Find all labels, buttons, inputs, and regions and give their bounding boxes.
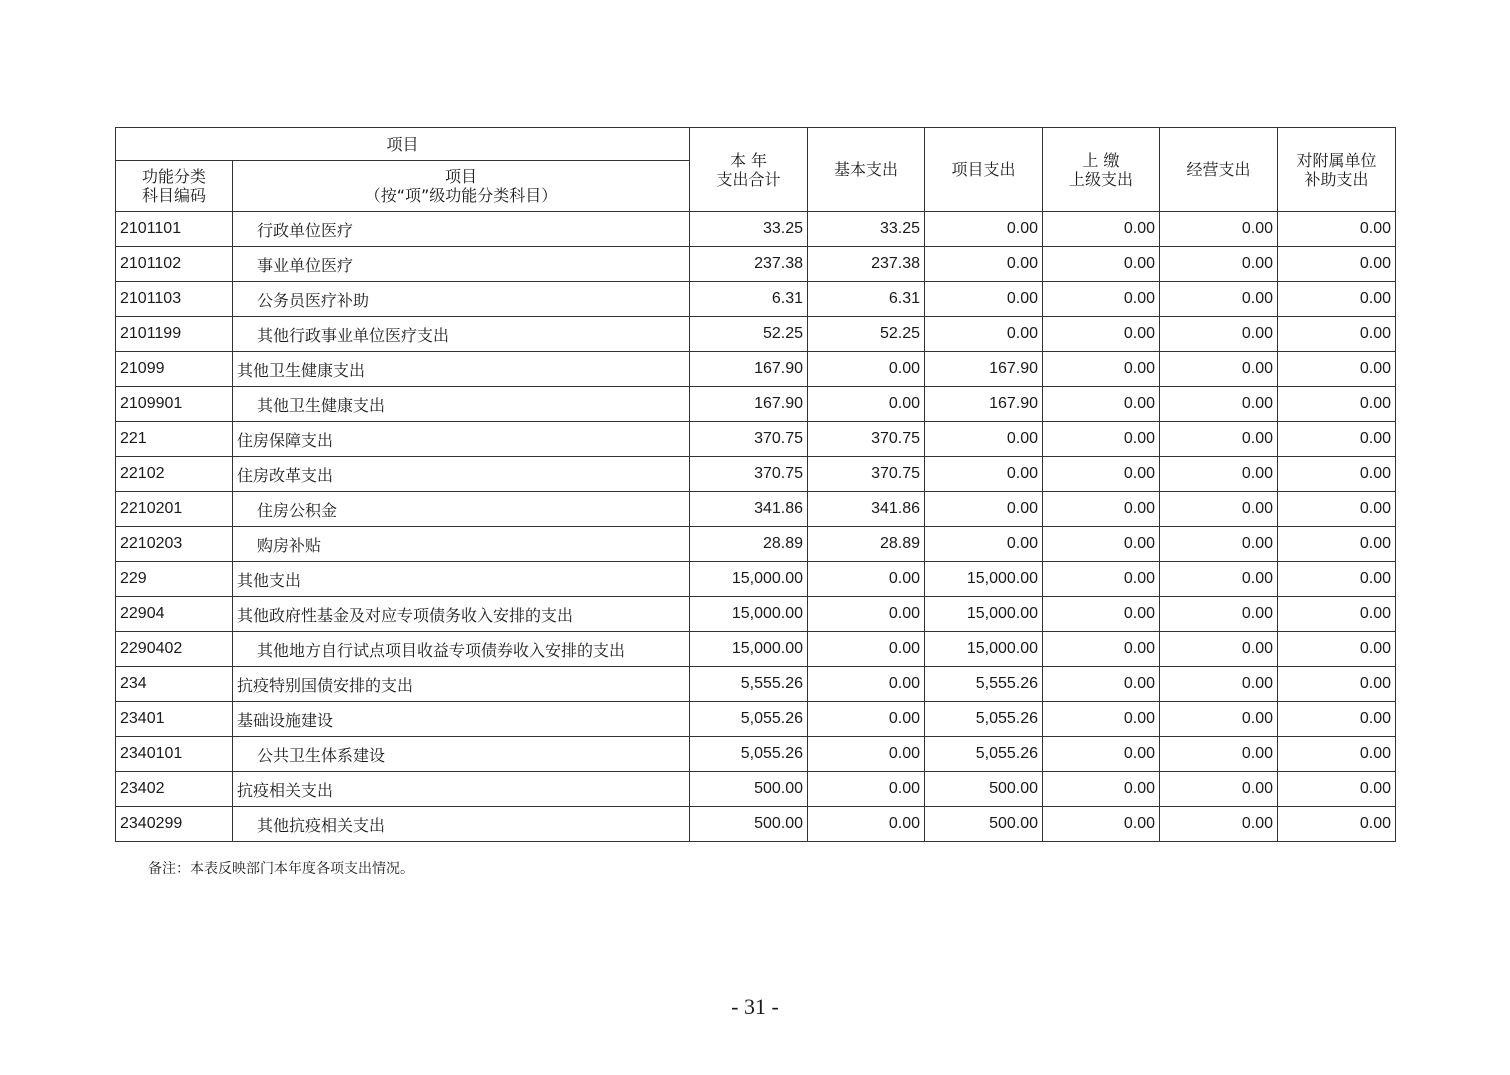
cell-name: 公共卫生体系建设 [233,737,690,772]
cell-total: 167.90 [690,352,808,387]
cell-subsidy: 0.00 [1278,597,1396,632]
cell-name: 基础设施建设 [233,702,690,737]
cell-code: 221 [116,422,233,457]
expenditure-table [115,127,1396,842]
cell-project: 500.00 [925,772,1043,807]
cell-subsidy: 0.00 [1278,422,1396,457]
cell-name: 住房公积金 [233,492,690,527]
cell-subsidy: 0.00 [1278,352,1396,387]
cell-basic: 0.00 [808,352,925,387]
cell-code: 2109901 [116,387,233,422]
cell-name: 其他抗疫相关支出 [233,807,690,842]
cell-total: 6.31 [690,282,808,317]
cell-upper: 0.00 [1043,597,1160,632]
cell-code: 2210203 [116,527,233,562]
cell-name: 其他卫生健康支出 [233,387,690,422]
cell-project: 0.00 [925,492,1043,527]
cell-business: 0.00 [1160,317,1278,352]
cell-name: 购房补贴 [233,527,690,562]
cell-code: 2210201 [116,492,233,527]
cell-upper: 0.00 [1043,807,1160,842]
cell-upper: 0.00 [1043,282,1160,317]
cell-code: 23402 [116,772,233,807]
cell-subsidy: 0.00 [1278,282,1396,317]
cell-code: 229 [116,562,233,597]
table-row [116,667,1396,702]
header-item-group: 项目 [116,128,690,161]
cell-total: 15,000.00 [690,632,808,667]
cell-name: 抗疫相关支出 [233,772,690,807]
header-row-top [116,128,1396,161]
cell-total: 167.90 [690,387,808,422]
cell-basic: 6.31 [808,282,925,317]
cell-business: 0.00 [1160,212,1278,247]
table-body [116,212,1396,842]
table-row [116,527,1396,562]
cell-subsidy: 0.00 [1278,212,1396,247]
cell-code: 2101101 [116,212,233,247]
cell-code: 2290402 [116,632,233,667]
table-row [116,457,1396,492]
cell-project: 0.00 [925,317,1043,352]
cell-subsidy: 0.00 [1278,702,1396,737]
table-row [116,702,1396,737]
cell-name: 其他地方自行试点项目收益专项债券收入安排的支出 [233,632,690,667]
cell-business: 0.00 [1160,352,1278,387]
table-row [116,772,1396,807]
cell-upper: 0.00 [1043,247,1160,282]
table-row [116,247,1396,282]
cell-basic: 0.00 [808,667,925,702]
cell-project: 5,055.26 [925,702,1043,737]
cell-subsidy: 0.00 [1278,667,1396,702]
cell-basic: 0.00 [808,807,925,842]
cell-subsidy: 0.00 [1278,527,1396,562]
cell-project: 0.00 [925,212,1043,247]
cell-project: 500.00 [925,807,1043,842]
cell-business: 0.00 [1160,772,1278,807]
cell-upper: 0.00 [1043,562,1160,597]
cell-basic: 0.00 [808,597,925,632]
cell-code: 2101199 [116,317,233,352]
cell-basic: 0.00 [808,772,925,807]
cell-total: 5,055.26 [690,737,808,772]
cell-code: 2101103 [116,282,233,317]
cell-name: 住房保障支出 [233,422,690,457]
header-upper: 上 缴 上级支出 [1043,128,1160,212]
cell-business: 0.00 [1160,807,1278,842]
cell-code: 234 [116,667,233,702]
cell-subsidy: 0.00 [1278,632,1396,667]
cell-code: 22904 [116,597,233,632]
page-number: - 31 - [731,994,779,1019]
cell-basic: 0.00 [808,702,925,737]
cell-total: 33.25 [690,212,808,247]
table-row [116,422,1396,457]
cell-code: 2101102 [116,247,233,282]
table-row [116,212,1396,247]
cell-name: 其他支出 [233,562,690,597]
cell-code: 21099 [116,352,233,387]
cell-project: 0.00 [925,527,1043,562]
cell-subsidy: 0.00 [1278,457,1396,492]
cell-upper: 0.00 [1043,387,1160,422]
cell-upper: 0.00 [1043,702,1160,737]
cell-total: 5,055.26 [690,702,808,737]
cell-basic: 28.89 [808,527,925,562]
cell-subsidy: 0.00 [1278,772,1396,807]
cell-project: 0.00 [925,282,1043,317]
cell-basic: 237.38 [808,247,925,282]
cell-name: 其他卫生健康支出 [233,352,690,387]
table-row [116,317,1396,352]
cell-project: 0.00 [925,457,1043,492]
cell-total: 500.00 [690,772,808,807]
cell-upper: 0.00 [1043,457,1160,492]
cell-business: 0.00 [1160,527,1278,562]
cell-code: 22102 [116,457,233,492]
cell-project: 167.90 [925,352,1043,387]
cell-name: 抗疫特别国债安排的支出 [233,667,690,702]
cell-upper: 0.00 [1043,772,1160,807]
cell-total: 28.89 [690,527,808,562]
cell-upper: 0.00 [1043,212,1160,247]
cell-subsidy: 0.00 [1278,807,1396,842]
cell-project: 167.90 [925,387,1043,422]
cell-basic: 370.75 [808,422,925,457]
cell-upper: 0.00 [1043,352,1160,387]
cell-upper: 0.00 [1043,317,1160,352]
cell-total: 237.38 [690,247,808,282]
cell-name: 其他政府性基金及对应专项债务收入安排的支出 [233,597,690,632]
cell-name: 公务员医疗补助 [233,282,690,317]
cell-business: 0.00 [1160,282,1278,317]
cell-total: 5,555.26 [690,667,808,702]
header-name: 项目 （按“项”级功能分类科目） [233,161,690,212]
cell-code: 2340101 [116,737,233,772]
table-row [116,807,1396,842]
cell-total: 15,000.00 [690,597,808,632]
cell-project: 0.00 [925,247,1043,282]
cell-business: 0.00 [1160,702,1278,737]
cell-basic: 0.00 [808,737,925,772]
header-project: 项目支出 [925,128,1043,212]
cell-subsidy: 0.00 [1278,737,1396,772]
table-row [116,492,1396,527]
header-code: 功能分类 科目编码 [116,161,233,212]
cell-code: 2340299 [116,807,233,842]
table-row [116,352,1396,387]
cell-business: 0.00 [1160,632,1278,667]
cell-upper: 0.00 [1043,527,1160,562]
cell-name: 事业单位医疗 [233,247,690,282]
cell-upper: 0.00 [1043,632,1160,667]
cell-project: 15,000.00 [925,562,1043,597]
cell-project: 5,555.26 [925,667,1043,702]
cell-subsidy: 0.00 [1278,492,1396,527]
cell-total: 341.86 [690,492,808,527]
table-row [116,737,1396,772]
cell-subsidy: 0.00 [1278,247,1396,282]
cell-total: 370.75 [690,457,808,492]
cell-total: 370.75 [690,422,808,457]
cell-subsidy: 0.00 [1278,562,1396,597]
cell-business: 0.00 [1160,247,1278,282]
cell-project: 0.00 [925,422,1043,457]
cell-name: 行政单位医疗 [233,212,690,247]
cell-business: 0.00 [1160,562,1278,597]
table-row [116,632,1396,667]
table-row [116,562,1396,597]
cell-code: 23401 [116,702,233,737]
cell-project: 15,000.00 [925,597,1043,632]
table-row [116,282,1396,317]
cell-business: 0.00 [1160,457,1278,492]
cell-subsidy: 0.00 [1278,387,1396,422]
header-subsidy: 对附属单位 补助支出 [1278,128,1396,212]
cell-basic: 0.00 [808,632,925,667]
table-note: 备注：本表反映部门本年度各项支出情况。 [148,861,414,877]
cell-upper: 0.00 [1043,737,1160,772]
cell-upper: 0.00 [1043,422,1160,457]
cell-total: 52.25 [690,317,808,352]
cell-basic: 0.00 [808,562,925,597]
cell-business: 0.00 [1160,387,1278,422]
cell-project: 5,055.26 [925,737,1043,772]
cell-subsidy: 0.00 [1278,317,1396,352]
header-basic: 基本支出 [808,128,925,212]
cell-upper: 0.00 [1043,492,1160,527]
cell-business: 0.00 [1160,737,1278,772]
cell-business: 0.00 [1160,667,1278,702]
cell-upper: 0.00 [1043,667,1160,702]
table-row [116,597,1396,632]
cell-basic: 341.86 [808,492,925,527]
header-total: 本 年 支出合计 [690,128,808,212]
header-business: 经营支出 [1160,128,1278,212]
cell-basic: 33.25 [808,212,925,247]
cell-total: 500.00 [690,807,808,842]
table-row [116,387,1396,422]
cell-project: 15,000.00 [925,632,1043,667]
cell-name: 住房改革支出 [233,457,690,492]
cell-basic: 0.00 [808,387,925,422]
cell-business: 0.00 [1160,597,1278,632]
cell-business: 0.00 [1160,492,1278,527]
cell-basic: 370.75 [808,457,925,492]
cell-business: 0.00 [1160,422,1278,457]
cell-name: 其他行政事业单位医疗支出 [233,317,690,352]
cell-total: 15,000.00 [690,562,808,597]
cell-basic: 52.25 [808,317,925,352]
